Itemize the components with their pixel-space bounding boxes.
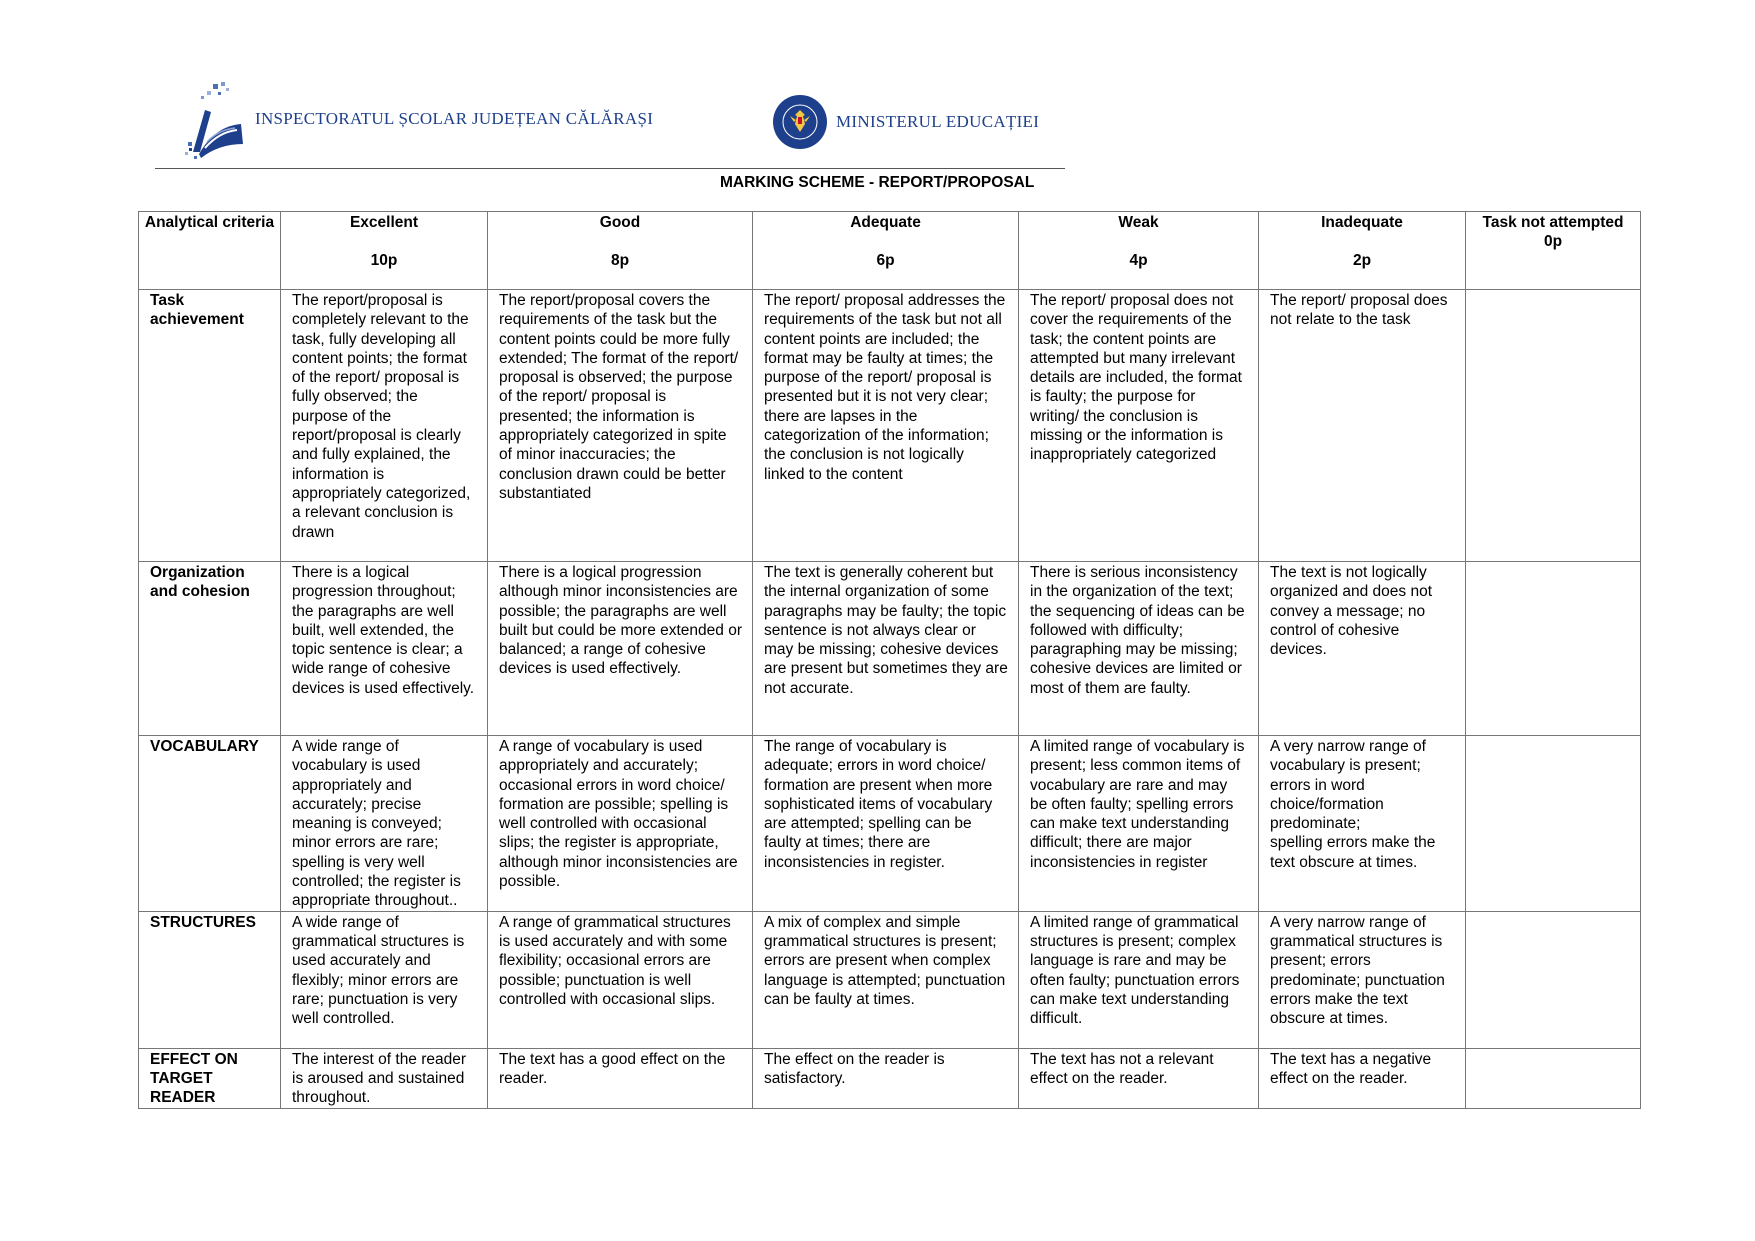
table-row [139,562,1641,736]
descriptor-cell: The text has a negative effect on the reader. [1259,1048,1466,1108]
isj-name: INSPECTORATUL ȘCOLAR JUDEȚEAN CĂLĂRAȘI [255,109,654,128]
ministry-seal-icon [772,94,828,150]
criterion-cell: VOCABULARY [139,736,281,912]
descriptor-cell: The text has a good effect on the reader. [488,1048,753,1108]
column-header [753,212,1019,290]
descriptor-cell: The report/ proposal addresses the requirements of the task but not all content points are included; the format may be faulty at times; the purpose of the report/ proposal is presented but it is not very clear; there are lapses in the categorization of the information; the conclusion is not logically linked to the content [753,290,1019,562]
descriptor-cell: The range of vocabulary is adequate; errors in word choice/ formation are present when more sophisticated items of vocabulary are attempted; spelling can be faulty at times; there are inconsistencies in register. [753,736,1019,912]
table-row [139,736,1641,912]
descriptor-cell [1466,562,1641,736]
descriptor-cell: The report/proposal covers the requirements of the task but the content points could be more fully extended; The format of the report/ proposal is observed; the purpose of the report/ proposal is presented; the information is appropriately categorized in spite of minor inaccuracies; the conclusion drawn could be better substantiated [488,290,753,562]
column-header-points: 10p [370,252,398,269]
descriptor-cell: There is serious inconsistency in the organization of the text; the sequencing of ideas can be followed with difficulty; paragraphing may be missing; cohesive devices are limited or most of them are faulty. [1019,562,1259,736]
column-header [488,212,753,290]
criterion-cell: EFFECT ON TARGET READER [139,1048,281,1108]
descriptor-cell: A limited range of vocabulary is present; less common items of vocabulary are rare and may be often faulty; spelling errors can make text understanding difficult; there are major inconsistencies in register [1019,736,1259,912]
table-row [139,290,1641,562]
descriptor-cell: A mix of complex and simple grammatical structures is present; errors are present when complex language is attempted; punctuation can be faulty at times. [753,911,1019,1048]
descriptor-cell: A wide range of grammatical structures is used accurately and flexibly; minor errors are rare; punctuation is very well controlled. [281,911,488,1048]
column-header-points: 4p [1129,252,1148,269]
column-header-points: 0p [1543,233,1563,250]
column-header-label: Analytical criteria [144,214,275,231]
page-title: MARKING SCHEME - REPORT/PROPOSAL [720,174,1035,191]
descriptor-cell: The text is generally coherent but the internal organization of some paragraphs may be faulty; the topic sentence is not always clear or may be missing; cohesive devices are present but sometimes they are not accurate. [753,562,1019,736]
descriptor-cell: The report/proposal is completely relevant to the task, fully developing all content points; the format of the report/ proposal is fully observed; the purpose of the report/proposal is clearly and fully explained, the information is appropriately categorized, a relevant conclusion is drawn [281,290,488,562]
header-divider [155,168,1065,169]
descriptor-cell: There is a logical progression throughout; the paragraphs are well built, well extended, the topic sentence is clear; a wide range of cohesive devices is used effectively. [281,562,488,736]
descriptor-cell [1466,911,1641,1048]
column-header-points: 2p [1352,252,1372,269]
table-row [139,1048,1641,1108]
descriptor-cell: There is a logical progression although minor inconsistencies are possible; the paragraphs are well built but could be more extended or balanced; a range of cohesive devices is used effectively. [488,562,753,736]
descriptor-cell: A range of vocabulary is used appropriately and accurately; occasional errors in word choice/ formation are possible; spelling is well controlled with occasional slips; the register is appropriate, although minor inconsistencies are possible. [488,736,753,912]
column-header-label: Task not attempted [1482,214,1624,231]
descriptor-cell: The text is not logically organized and does not convey a message; no control of cohesive devices. [1259,562,1466,736]
descriptor-cell: A wide range of vocabulary is used appropriately and accurately; precise meaning is conveyed; minor errors are rare; spelling is very well controlled; the register is appropriate throughout.. [281,736,488,912]
criterion-cell: Organization and cohesion [139,562,281,736]
descriptor-cell: The interest of the reader is aroused and sustained throughout. [281,1048,488,1108]
descriptor-cell: A very narrow range of grammatical structures is present; errors predominate; punctuation errors make the text obscure at times. [1259,911,1466,1048]
descriptor-cell [1466,1048,1641,1108]
marking-scheme-table [138,211,1641,1109]
column-header-points: 8p [610,252,630,269]
column-header-label: Inadequate [1321,214,1403,231]
column-header [281,212,488,290]
column-header [1259,212,1466,290]
isj-logo [185,82,653,160]
descriptor-cell: The text has not a relevant effect on the reader. [1019,1048,1259,1108]
column-header [1466,212,1641,290]
criterion-cell: Task achievement [139,290,281,562]
descriptor-cell [1466,736,1641,912]
column-header-points: 6p [876,252,895,269]
column-header [1019,212,1259,290]
ministry-logo [772,94,1039,150]
ministry-name: MINISTERUL EDUCAȚIEI [836,112,1040,131]
table-row [139,911,1641,1048]
descriptor-cell: The effect on the reader is satisfactory. [753,1048,1019,1108]
descriptor-cell [1466,290,1641,562]
column-header-label: Excellent [349,214,419,231]
descriptor-cell: A range of grammatical structures is used accurately and with some flexibility; occasional errors are possible; punctuation is well controlled with occasional slips. [488,911,753,1048]
descriptor-cell: The report/ proposal does not cover the requirements of the task; the content points are attempted but many irrelevant details are included, the format is faulty; the purpose for writing/ the conclusion is missing or the information is inappropriately categorized [1019,290,1259,562]
descriptor-cell: The report/ proposal does not relate to the task [1259,290,1466,562]
column-header-label: Adequate [850,214,921,231]
column-header [139,212,281,290]
descriptor-cell: A very narrow range of vocabulary is present; errors in word choice/formation predominate; spelling errors make the text obscure at times. [1259,736,1466,912]
table-header-row [139,212,1641,290]
column-header-label: Good [599,214,641,231]
column-header-label: Weak [1118,214,1159,231]
descriptor-cell: A limited range of grammatical structures is present; complex language is rare and may be often faulty; punctuation errors can make text understanding difficult. [1019,911,1259,1048]
isj-emblem-icon [185,82,247,160]
criterion-cell: STRUCTURES [139,911,281,1048]
